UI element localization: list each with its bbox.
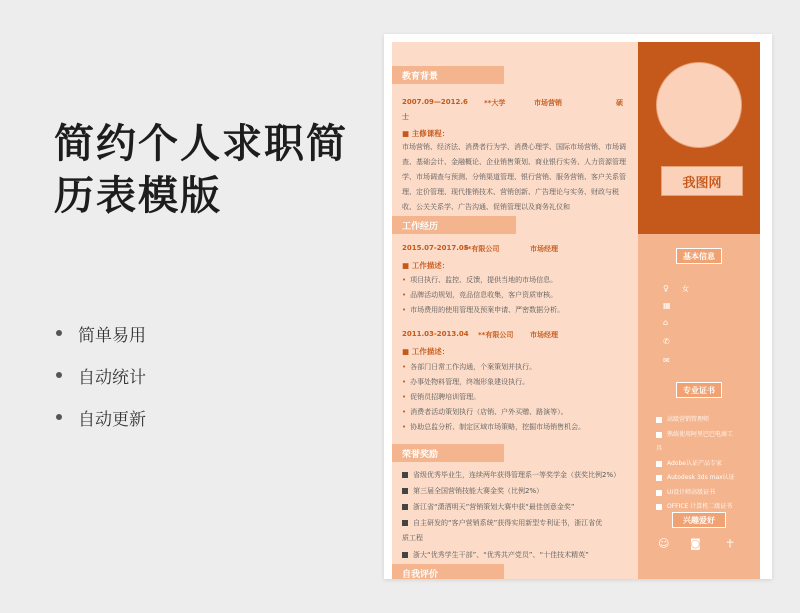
awards-heading: 荣誉奖励 <box>392 444 504 462</box>
logo-text: 我图网 <box>661 166 743 196</box>
home-icon: ⌂ <box>663 318 669 327</box>
mail-icon: ✉ <box>663 356 670 365</box>
education-heading: 教育背景 <box>392 66 504 84</box>
job-period: 2011.03-2013.04 <box>402 330 469 338</box>
feature-item: 自动更新 <box>56 396 146 438</box>
job-title: 市场经理 <box>530 331 558 339</box>
education-school: **大学 <box>484 99 506 107</box>
feature-item: 简单易用 <box>56 312 146 354</box>
job-duty: • 促销员招聘培训管理。 <box>402 393 481 401</box>
education-degree-cont: 士 <box>402 113 409 121</box>
avatar <box>656 62 742 148</box>
job-duty: • 品牌活动规划，竞品信息收集，客户资质审核。 <box>402 291 558 299</box>
cert-item: 高级营销管理师 <box>656 414 709 423</box>
calendar-icon: ▦ <box>663 301 671 310</box>
award-item-cont: 质工程 <box>402 534 423 542</box>
job-duty: • 办事处物料管理，终端形象建设执行。 <box>402 378 530 386</box>
resume-side-column <box>638 42 760 579</box>
job-duty: • 各部门日常工作沟通，个案策划并执行。 <box>402 363 537 371</box>
feature-item: 自动统计 <box>56 354 146 396</box>
cert-item: 熟练使用阿里巴巴电商工 <box>656 429 733 438</box>
person-icon: ♀ <box>663 284 669 293</box>
job-duty: • 消费者活动策划执行（店销、户外买赠、路演等）。 <box>402 408 568 416</box>
page-title: 简约个人求职简历表模版 <box>54 121 348 219</box>
resume-main-column <box>392 42 638 579</box>
gender-value: 女 <box>682 285 689 293</box>
sport-icon: ☥ <box>726 537 735 550</box>
bullet-icon <box>56 372 62 378</box>
job-title: 市场经理 <box>530 245 558 253</box>
award-item: 省级优秀毕业生，连续两年获得管理系一等奖学金（获奖比例2%） <box>402 468 620 482</box>
courses-label: ■ 主修课程： <box>402 129 450 138</box>
hobby-heading: 兴趣爱好 <box>672 512 726 528</box>
feature-list <box>56 312 146 438</box>
cert-item: Adobe认证产品专家 <box>656 458 722 467</box>
award-item: 第三届全国营销技能大赛金奖（比例2%） <box>402 484 543 498</box>
job-desc-label: ■ 工作描述： <box>402 261 450 270</box>
camera-icon: ◙ <box>690 537 701 550</box>
education-degree: 硕 <box>616 99 623 107</box>
bullet-icon <box>56 330 62 336</box>
basic-info-heading: 基本信息 <box>676 248 722 264</box>
job-company: **有限公司 <box>464 245 500 253</box>
bullet-icon <box>56 414 62 420</box>
work-heading: 工作经历 <box>392 216 516 234</box>
award-item: 浙江省“潇洒明天”营销策划大赛中获“最佳创意金奖” <box>402 500 575 514</box>
cert-item-cont: 具 <box>656 445 663 452</box>
phone-icon: ✆ <box>663 337 670 346</box>
award-item: 自主研发的“客户营销系统”获得实用新型专利证书，浙江省优 <box>402 516 602 530</box>
job-desc-label: ■ 工作描述： <box>402 347 450 356</box>
job-duty: • 市场费用的使用管理及预案申请、严密数据分析。 <box>402 306 565 314</box>
job-period: 2015.07-2017.05 <box>402 244 469 252</box>
cert-item: UI设计师高级证书 <box>656 487 715 496</box>
job-duty: • 项目执行、监控、反馈，提供当地的市场信息。 <box>402 276 558 284</box>
courses-text: 市场营销、经济法、消费者行为学、消费心理学、国际市场营销、市场调查、基础会计、金融概论、企业销售策划、商业银行实务、人力资源管理学、市场调查与预测、分销渠道管理、银行营销、服务营销、客户关系管理、定价管理、现代推销技术、营销创新、广告理论与实务、财政与税收、公关关系学、广告沟通、促销管理以及商务礼仪和 <box>402 143 626 211</box>
education-period: 2007.09—2012.6 <box>402 98 468 106</box>
job-company: **有限公司 <box>478 331 514 339</box>
cert-item: OFFICE 计算机二级证书 <box>656 501 732 510</box>
education-major: 市场营销 <box>534 99 562 107</box>
job-duty: • 协助总监分析、制定区域市场策略，挖掘市场销售机会。 <box>402 423 586 431</box>
reading-icon: ☺ <box>658 537 670 550</box>
profile-block <box>638 42 760 234</box>
resume-preview <box>384 34 772 579</box>
cert-item: Autodesk 3ds max认证 <box>656 472 735 481</box>
certs-heading: 专业证书 <box>676 382 722 398</box>
self-eval-heading: 自我评价 <box>392 564 504 579</box>
award-item: 浙大“优秀学生干部”、“优秀共产党员”、“十佳技术精英” <box>402 548 589 562</box>
